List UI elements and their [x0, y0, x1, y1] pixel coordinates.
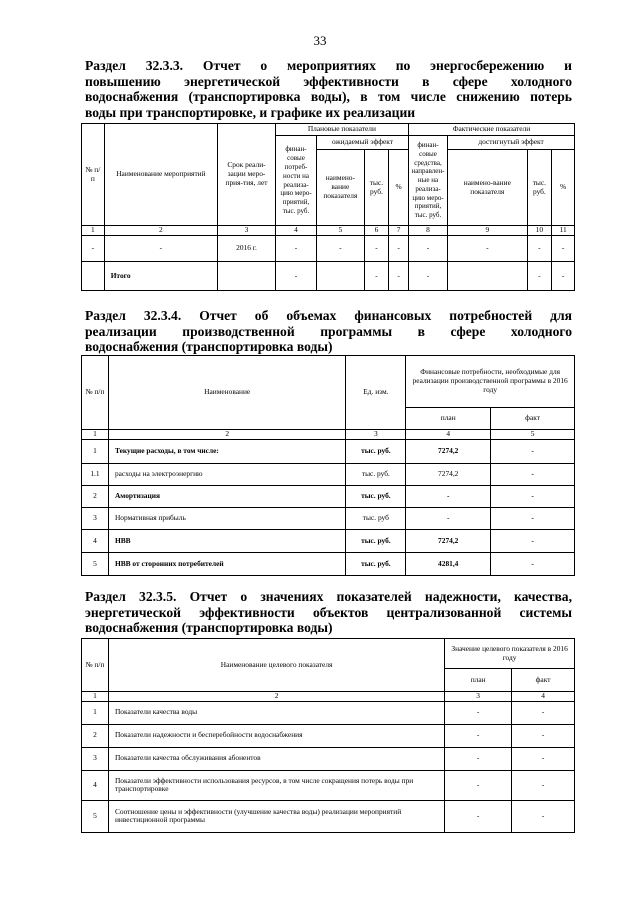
cell: -: [364, 262, 389, 291]
row-fact: -: [512, 800, 575, 832]
col-header-fact: факт: [512, 669, 575, 692]
row-fact: -: [491, 486, 575, 508]
col-number: 1: [82, 430, 109, 440]
row-fact: -: [512, 724, 575, 747]
table-row: [82, 440, 575, 464]
row-num: 4: [82, 530, 109, 553]
cell: -: [552, 236, 575, 262]
row-plan: -: [406, 486, 491, 508]
row-plan: -: [445, 724, 512, 747]
heading-line: энергетической эффективности объектов централизованной системы: [85, 604, 572, 620]
heading-line: водоснабжения (транспортировка воды): [85, 620, 333, 635]
heading-line: Раздел 32.3.3. Отчет о мероприятиях по энергосбережению и: [85, 58, 572, 73]
col-header-ind-name: наимено-вание показателя: [317, 150, 364, 226]
col-number: 8: [408, 226, 447, 236]
heading-line: воды при транспортировке, и графике их реализации: [85, 104, 416, 120]
row-fact: -: [491, 508, 575, 530]
row-plan: 7274,2: [406, 530, 491, 553]
col-header-ths: тыс. руб.: [527, 150, 552, 226]
cell: -: [527, 236, 552, 262]
row-fact: -: [512, 747, 575, 770]
table-row: [82, 800, 575, 832]
col-header-ind-name: наимено-вание показателя: [448, 150, 527, 226]
col-header-unit: Ед. изм.: [346, 356, 406, 430]
row-name: Текущие расходы, в том числе:: [108, 440, 345, 464]
total-row: [82, 262, 575, 291]
row-num: 3: [82, 508, 109, 530]
col-number: 2: [108, 692, 444, 702]
col-header-num: № п/п: [82, 639, 109, 692]
table-row: [82, 464, 575, 486]
row-name: Соотношение цены и эффективности (улучшение качества воды) реализации мероприятий инвестиционной программы: [108, 800, 444, 832]
heading-line: Раздел 32.3.4. Отчет об объемах финансовых потребностей для: [85, 308, 572, 323]
row-name: НВВ от сторонних потребителей: [108, 553, 345, 576]
col-number: 4: [275, 226, 316, 236]
table-row: [82, 486, 575, 508]
row-num: 5: [82, 800, 109, 832]
col-header-num: № п/п: [82, 356, 109, 430]
row-plan: 7274,2: [406, 464, 491, 486]
cell: [317, 262, 364, 291]
cell: -: [389, 262, 409, 291]
row-name: Амортизация: [108, 486, 345, 508]
row-plan: -: [406, 508, 491, 530]
column-numbers-row: [82, 692, 575, 702]
col-number: 11: [552, 226, 575, 236]
row-unit: тыс. руб.: [346, 440, 406, 464]
col-number: 4: [512, 692, 575, 702]
col-number: 10: [527, 226, 552, 236]
col-header-plan: план: [406, 408, 491, 430]
cell: -: [448, 236, 527, 262]
col-header-value: Значение целевого показателя в 2016 году: [445, 639, 575, 669]
row-unit: тыс. руб: [346, 508, 406, 530]
table-row: [82, 724, 575, 747]
col-header-fin-plan: финан-совые потреб-ности на реализа-цию меро-приятий, тыс. руб.: [275, 136, 316, 226]
row-num: 1: [82, 440, 109, 464]
row-fact: -: [491, 553, 575, 576]
col-header-fact: факт: [491, 408, 575, 430]
total-label: Итого: [104, 262, 217, 291]
col-header-planned: Плановые показатели: [275, 124, 408, 136]
row-name: расходы на электроэнергию: [108, 464, 345, 486]
row-plan: -: [445, 770, 512, 800]
row-name: НВВ: [108, 530, 345, 553]
cell: -: [389, 236, 409, 262]
row-fact: -: [512, 770, 575, 800]
row-plan: -: [445, 800, 512, 832]
heading-line: водоснабжения (транспортировка воды), в том числе снижению потерь: [85, 89, 572, 104]
row-unit: тыс. руб.: [346, 464, 406, 486]
table-row: [82, 530, 575, 553]
row-fact: -: [512, 701, 575, 724]
col-number: 3: [346, 430, 406, 440]
col-number: 2: [108, 430, 345, 440]
col-header-num: № п/п: [82, 124, 105, 226]
col-header-pct: %: [552, 150, 575, 226]
heading-line: повышению энергетической эффективности в сфере холодного: [85, 73, 572, 89]
cell: -: [364, 236, 389, 262]
col-header-name: Наименование целевого показателя: [108, 639, 444, 692]
cell: -: [552, 262, 575, 291]
table-row: [82, 747, 575, 770]
cell: [82, 262, 105, 291]
col-number: 7: [389, 226, 409, 236]
cell: -: [317, 236, 364, 262]
cell: -: [104, 236, 217, 262]
row-num: 2: [82, 724, 109, 747]
col-number: 5: [317, 226, 364, 236]
section-2-heading: [85, 308, 572, 355]
row-num: 1.1: [82, 464, 109, 486]
row-name: Нормативная прибыль: [108, 508, 345, 530]
row-num: 3: [82, 747, 109, 770]
row-num: 4: [82, 770, 109, 800]
table-row: [82, 508, 575, 530]
row-name: Показатели качества обслуживания абонентов: [108, 747, 444, 770]
row-fact: -: [491, 440, 575, 464]
heading-line: водоснабжения (транспортировка воды): [85, 339, 333, 354]
cell: -: [408, 236, 447, 262]
col-header-ths: тыс. руб.: [364, 150, 389, 226]
table-row: [82, 701, 575, 724]
col-number: 3: [218, 226, 276, 236]
col-number: 5: [491, 430, 575, 440]
heading-line: реализации производственной программы в сфере холодного: [85, 323, 572, 339]
section-1-heading: [85, 58, 572, 120]
heading-line: Раздел 32.3.5. Отчет о значениях показателей надежности, качества,: [85, 589, 572, 604]
cell: [218, 262, 276, 291]
row-unit: тыс. руб.: [346, 530, 406, 553]
col-header-name: Наименование мероприятий: [104, 124, 217, 226]
table-row: [82, 770, 575, 800]
row-plan: 7274,2: [406, 440, 491, 464]
row-num: 5: [82, 553, 109, 576]
row-name: Показатели качества воды: [108, 701, 444, 724]
cell: [448, 262, 527, 291]
cell: -: [408, 262, 447, 291]
row-name: Показатели надежности и бесперебойности водоснабжения: [108, 724, 444, 747]
cell: -: [275, 236, 316, 262]
col-number: 3: [445, 692, 512, 702]
row-plan: 4281,4: [406, 553, 491, 576]
col-number: 2: [104, 226, 217, 236]
table-row: [82, 236, 575, 262]
table-row: [82, 553, 575, 576]
row-unit: тыс. руб.: [346, 486, 406, 508]
col-header-term: Срок реали-зации меро-прия-тия, лет: [218, 124, 276, 226]
section-3-heading: [85, 589, 572, 636]
col-header-actual: Фактические показатели: [408, 124, 574, 136]
col-header-fin-fact: финан-совые средства, направлен-ные на реализа-цию меро-приятий, тыс. руб.: [408, 136, 447, 226]
row-plan: -: [445, 747, 512, 770]
events-table: [81, 123, 575, 291]
cell: -: [527, 262, 552, 291]
row-num: 2: [82, 486, 109, 508]
col-number: 9: [448, 226, 527, 236]
col-header-achieved: достигнутый эффект: [448, 136, 575, 150]
financial-needs-table: [81, 355, 575, 576]
row-fact: -: [491, 530, 575, 553]
row-unit: тыс. руб.: [346, 553, 406, 576]
col-number: 4: [406, 430, 491, 440]
col-number: 1: [82, 692, 109, 702]
col-number: 6: [364, 226, 389, 236]
col-header-name: Наименование: [108, 356, 345, 430]
col-header-plan: план: [445, 669, 512, 692]
col-header-expected: ожидаемый эффект: [317, 136, 409, 150]
col-number: 1: [82, 226, 105, 236]
cell: -: [275, 262, 316, 291]
row-fact: -: [491, 464, 575, 486]
cell: 2016 г.: [218, 236, 276, 262]
col-header-fin: Финансовые потребности, необходимые для реализации производственной программы в 2016 году: [406, 356, 575, 408]
row-plan: -: [445, 701, 512, 724]
column-numbers-row: [82, 430, 575, 440]
col-header-pct: %: [389, 150, 409, 226]
column-numbers-row: [82, 226, 575, 236]
cell: -: [82, 236, 105, 262]
page-number: 33: [313, 33, 327, 48]
indicators-table: [81, 638, 575, 833]
row-num: 1: [82, 701, 109, 724]
row-name: Показатели эффективности использования ресурсов, в том числе сокращения потерь воды при транспортировке: [108, 770, 444, 800]
